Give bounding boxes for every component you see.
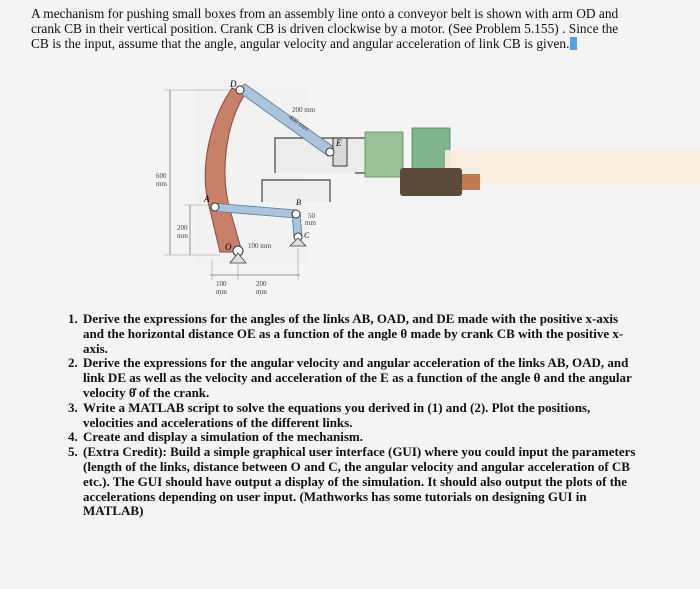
question-4: 4. Create and display a simulation of the mechanism. — [81, 430, 641, 445]
dim-600-unit: mm — [156, 180, 167, 188]
problem-intro — [31, 6, 631, 52]
dim-top-200: 200 mm — [292, 106, 316, 114]
text-cursor — [570, 37, 577, 50]
pin-d — [236, 86, 244, 94]
conveyor-glare — [445, 150, 700, 185]
dim-200-unit: mm — [177, 232, 188, 240]
question-list — [55, 312, 641, 519]
dim-bottom-200-num: 200 — [256, 280, 267, 288]
dim-600-num: 600 — [156, 172, 167, 180]
pushed-box — [365, 132, 403, 177]
label-o: O — [225, 242, 232, 252]
label-d: D — [230, 80, 237, 89]
dim-bottom-100-num: 100 — [216, 280, 227, 288]
label-a: A — [204, 194, 210, 204]
question-1: 1. Derive the expressions for the angles of the links AB, OAD, and DE made with the positive x-axis and the horizontal distance OE as a function of the angle θ made by crank CB with the positive x-axis. — [81, 312, 641, 356]
label-c: C — [304, 231, 310, 240]
pin-e — [326, 148, 334, 156]
dim-bottom-200-unit: mm — [256, 288, 267, 296]
label-b: B — [296, 198, 301, 207]
question-2: 2. Derive the expressions for the angular velocity and angular acceleration of the links AB, OAD, and link DE as well as the velocity and acceleration of the E as a function of the angle θ and the angular velocity θ̇ of the crank. — [81, 356, 641, 400]
question-5: 5. (Extra Credit): Build a simple graphical user interface (GUI) where you could input the parameters (length of the links, distance between O and C, the angular velocity and angular acceleration of CB etc.). The GUI should have output a display of the simulation. It should also output the plots of the accelerations depending on user input. (Mathworks has some tutorials on designing GUI in MATLAB) — [81, 445, 641, 519]
dim-50-num: 50 — [308, 212, 315, 220]
dim-arm-400: 400 mm — [286, 113, 311, 133]
question-3: 3. Write a MATLAB script to solve the equations you derived in (1) and (2). Plot the positions, velocities and accelerations of the different links. — [81, 401, 641, 431]
intro-text: A mechanism for pushing small boxes from an assembly line onto a conveyor belt is shown with arm OD and crank CB in their vertical position. Crank CB is driven clockwise by a motor. (See Problem 5.155) . Since the CB is the input, assume that the angle, angular velocity and angular acceleration of link CB is given. — [31, 6, 619, 52]
roller-end — [462, 174, 480, 190]
pin-a — [211, 203, 219, 211]
mechanism-diagram — [150, 80, 700, 305]
mechanism-figure — [150, 80, 700, 305]
pin-b — [292, 210, 300, 218]
roller — [400, 168, 462, 196]
dim-50-unit: mm — [305, 219, 316, 227]
label-e: E — [336, 138, 342, 148]
dim-bottom-100-unit: mm — [216, 288, 227, 296]
dim-horiz-100: 100 mm — [248, 242, 272, 250]
dim-200-num: 200 — [177, 224, 188, 232]
